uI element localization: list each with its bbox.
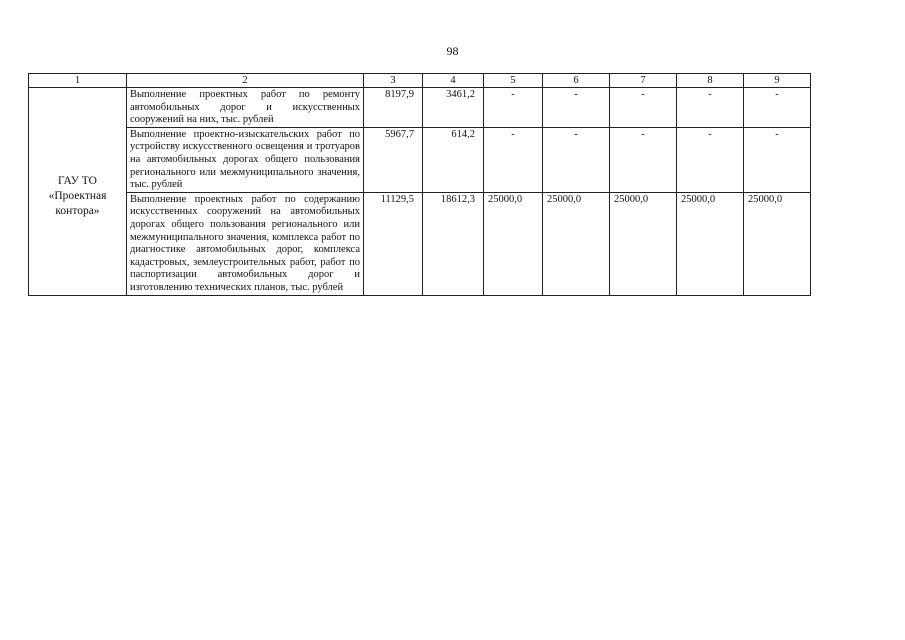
header-col-7: 7 xyxy=(610,74,677,88)
header-col-8: 8 xyxy=(677,74,744,88)
value-cell: 5967,7 xyxy=(364,127,423,192)
value-cell: - xyxy=(744,88,811,128)
value-cell: - xyxy=(677,127,744,192)
budget-table xyxy=(28,73,811,296)
row-description: Выполнение проектно-изыскательских работ по устройству искусственного освещения и тротуаров на автомобильных дорогах общего пользования регионального или межмуниципального значения, тыс. рублей xyxy=(127,127,364,192)
page-number: 98 xyxy=(446,44,459,58)
header-col-3: 3 xyxy=(364,74,423,88)
header-col-6: 6 xyxy=(543,74,610,88)
header-col-1: 1 xyxy=(29,74,127,88)
organization-line: «Проектная xyxy=(48,189,107,202)
value-cell: 25000,0 xyxy=(610,192,677,295)
value-cell: 25000,0 xyxy=(543,192,610,295)
header-col-2: 2 xyxy=(127,74,364,88)
row-description: Выполнение проектных работ по содержанию искусственных сооружений на автомобильных дорогах общего пользования регионального или межмуниципального значения, комплекса работ по диагностике автомобильных дорог, комплекса кадастровых, землеустроительных работ, работ по паспортизации автомобильных дорог и изготовлению технических планов, тыс. рублей xyxy=(127,192,364,295)
value-cell: - xyxy=(610,88,677,128)
table-row xyxy=(29,88,811,128)
value-cell: - xyxy=(610,127,677,192)
value-cell: - xyxy=(677,88,744,128)
value-cell: - xyxy=(744,127,811,192)
organization-cell xyxy=(29,88,127,296)
organization-line: ГАУ ТО xyxy=(58,174,97,187)
value-cell: - xyxy=(543,88,610,128)
value-cell: - xyxy=(484,127,543,192)
header-col-5: 5 xyxy=(484,74,543,88)
value-cell: 25000,0 xyxy=(744,192,811,295)
value-cell: 11129,5 xyxy=(364,192,423,295)
value-cell: 8197,9 xyxy=(364,88,423,128)
table-row xyxy=(29,127,811,192)
row-description: Выполнение проектных работ по ремонту автомобильных дорог и искусственных сооружений на них, тыс. рублей xyxy=(127,88,364,128)
header-row xyxy=(29,74,811,88)
organization-line: контора» xyxy=(55,204,100,217)
value-cell: - xyxy=(543,127,610,192)
value-cell: 25000,0 xyxy=(484,192,543,295)
header-col-9: 9 xyxy=(744,74,811,88)
table-row xyxy=(29,192,811,295)
value-cell: - xyxy=(484,88,543,128)
header-col-4: 4 xyxy=(423,74,484,88)
value-cell: 614,2 xyxy=(423,127,484,192)
value-cell: 25000,0 xyxy=(677,192,744,295)
value-cell: 3461,2 xyxy=(423,88,484,128)
value-cell: 18612,3 xyxy=(423,192,484,295)
